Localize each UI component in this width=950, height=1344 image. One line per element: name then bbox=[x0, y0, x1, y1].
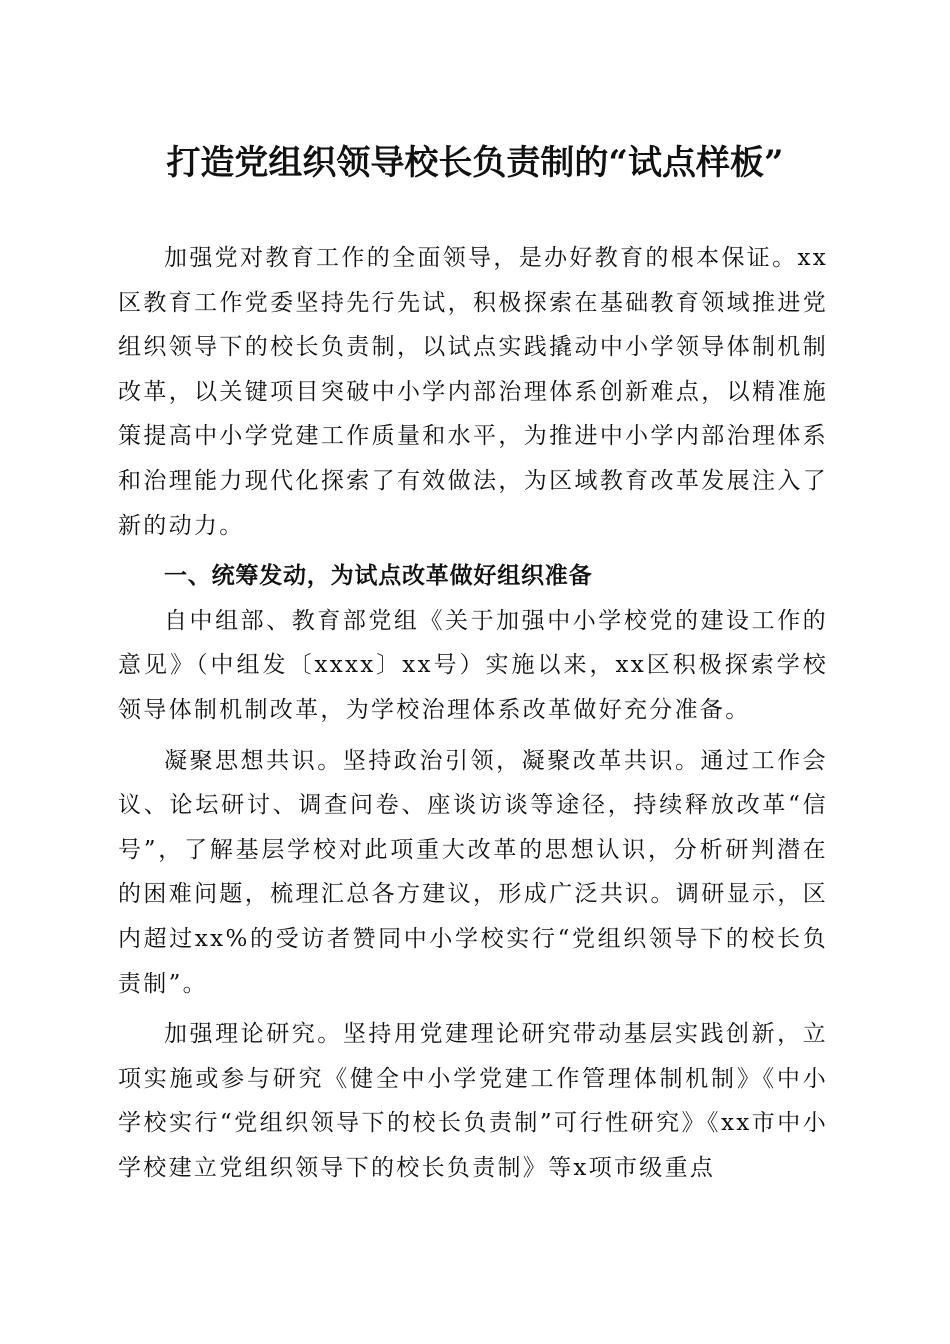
body-paragraph: 自中组部、教育部党组《关于加强中小学校党的建设工作的意见》（中组发〔xxxx〕xx号）实施以来，xx区积极探索学校领导体制机制改革，为学校治理体系改革做好充分准备。 bbox=[118, 607, 828, 723]
section-heading: 一、统筹发动，为试点改革做好组织准备 bbox=[164, 563, 593, 590]
intro-paragraph: 加强党对教育工作的全面领导，是办好教育的根本保证。xx区教育工作党委坚持先行先试，积极探索在基础教育领域推进党组织领导下的校长负责制，以试点实践撬动中小学领导体制机制改革，以关键项目突破中小学内部治理体系创新难点，以精准施策提高中小学党建工作质量和水平，为推进中小学内部治理体系和治理能力现代化探索了有效做法，为区域教育改革发展注入了新的动力。 bbox=[118, 245, 828, 539]
document-title: 打造党组织领导校长负责制的“试点样板” bbox=[166, 143, 784, 183]
document-body bbox=[118, 236, 828, 1190]
body-paragraph: 凝聚思想共识。坚持政治引领，凝聚改革共识。通过工作会议、论坛研讨、调查问卷、座谈访谈等途径，持续释放改革“信号”，了解基层学校对此项重大改革的思想认识，分析研判潜在的困难问题，梳理汇总各方建议，形成广泛共识。调研显示，区内超过xx%的受访者赞同中小学校实行“党组织领导下的校长负责制”。 bbox=[118, 747, 828, 997]
body-paragraph: 加强理论研究。坚持用党建理论研究带动基层实践创新，立项实施或参与研究《健全中小学党建工作管理体制机制》《中小学校实行“党组织领导下的校长负责制”可行性研究》《xx市中小学校建立党组织领导下的校长负责制》等x项市级重点 bbox=[118, 1021, 828, 1181]
